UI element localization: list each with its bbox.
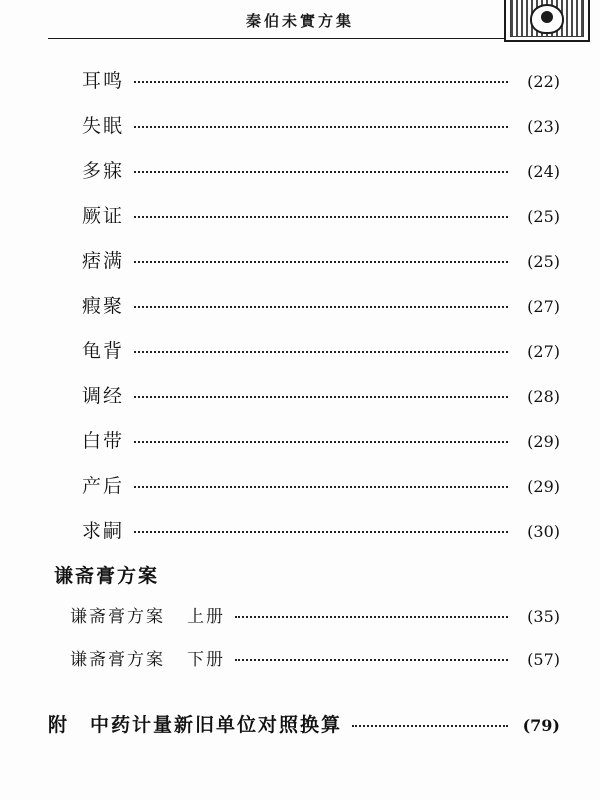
toc-leader-dots <box>134 350 508 353</box>
toc-page-number: (22) <box>527 72 560 91</box>
toc-page-number: (29) <box>527 432 560 451</box>
toc-leader-dots <box>134 305 508 308</box>
toc-leader-dots <box>235 615 508 618</box>
toc-entry-label: 耳鸣 <box>82 70 125 92</box>
toc-page-number: (24) <box>527 162 560 181</box>
toc-page-number: (57) <box>527 650 560 669</box>
toc-leader-dots <box>134 485 508 488</box>
toc-leader-dots <box>134 395 508 398</box>
toc-entry[interactable] <box>40 602 560 627</box>
toc-entry-label: 白带 <box>82 430 125 452</box>
toc-page-number: (23) <box>527 117 560 136</box>
toc-page-number: (28) <box>527 387 560 406</box>
toc-page-number: (29) <box>527 477 560 496</box>
toc-page-number: (25) <box>527 252 560 271</box>
toc-entry-label: 产后 <box>82 475 125 497</box>
toc-entry[interactable] <box>40 516 560 543</box>
toc-page-number: (35) <box>527 607 560 626</box>
book-title: 秦伯未實方集 <box>245 12 354 30</box>
toc-entry-label: 调经 <box>82 385 125 407</box>
toc-entry[interactable] <box>40 645 560 670</box>
toc-page-number: (79) <box>522 716 560 735</box>
toc-page-number: (25) <box>527 207 560 226</box>
toc-page-number: (30) <box>527 522 560 541</box>
toc-entry-label: 失眠 <box>82 115 125 137</box>
toc-page-number: (27) <box>527 342 560 361</box>
toc-entry[interactable] <box>40 336 560 363</box>
toc-entry[interactable] <box>40 291 560 318</box>
toc-leader-dots <box>134 530 508 533</box>
toc-entry-label: 厥证 <box>82 205 125 227</box>
toc-entry[interactable] <box>40 201 560 228</box>
toc-entry[interactable] <box>40 246 560 273</box>
header-divider <box>48 38 552 39</box>
toc-entry-subtitle: 下册 <box>187 650 225 670</box>
toc-entry-label: 谦斋膏方案 <box>70 650 165 670</box>
toc-entry-label: 附 中药计量新旧单位对照换算 <box>48 714 343 736</box>
toc-leader-dots <box>235 658 508 661</box>
toc-entry[interactable] <box>40 471 560 498</box>
toc-entry-label: 求嗣 <box>82 520 125 542</box>
toc-entry-label: 谦斋膏方案 <box>70 607 165 627</box>
toc-page-number: (27) <box>527 297 560 316</box>
toc-leader-dots <box>169 577 508 578</box>
toc-entry-label: 谦斋膏方案 <box>54 565 160 587</box>
toc-entry[interactable] <box>40 111 560 138</box>
page-header <box>0 0 600 52</box>
book-emblem-ornament-icon <box>504 0 590 42</box>
toc-leader-dots <box>134 170 508 173</box>
toc-entry-label: 痞满 <box>82 250 125 272</box>
toc-entry-label: 多寐 <box>82 160 125 182</box>
toc-leader-dots <box>134 440 508 443</box>
toc-entry-subtitle: 上册 <box>187 607 225 627</box>
toc-entry[interactable] <box>40 426 560 453</box>
toc-leader-dots <box>134 260 508 263</box>
toc-entry[interactable] <box>40 381 560 408</box>
toc-leader-dots <box>134 125 508 128</box>
toc-entry[interactable] <box>40 710 560 737</box>
table-of-contents <box>0 52 600 737</box>
toc-entry-label: 龟背 <box>82 340 125 362</box>
toc-entry[interactable] <box>40 156 560 183</box>
toc-entry[interactable] <box>40 66 560 93</box>
toc-leader-dots <box>134 80 508 83</box>
toc-leader-dots <box>134 215 508 218</box>
toc-entry-label: 瘕聚 <box>82 295 125 317</box>
toc-entry[interactable] <box>40 561 560 588</box>
toc-leader-dots <box>352 724 508 727</box>
